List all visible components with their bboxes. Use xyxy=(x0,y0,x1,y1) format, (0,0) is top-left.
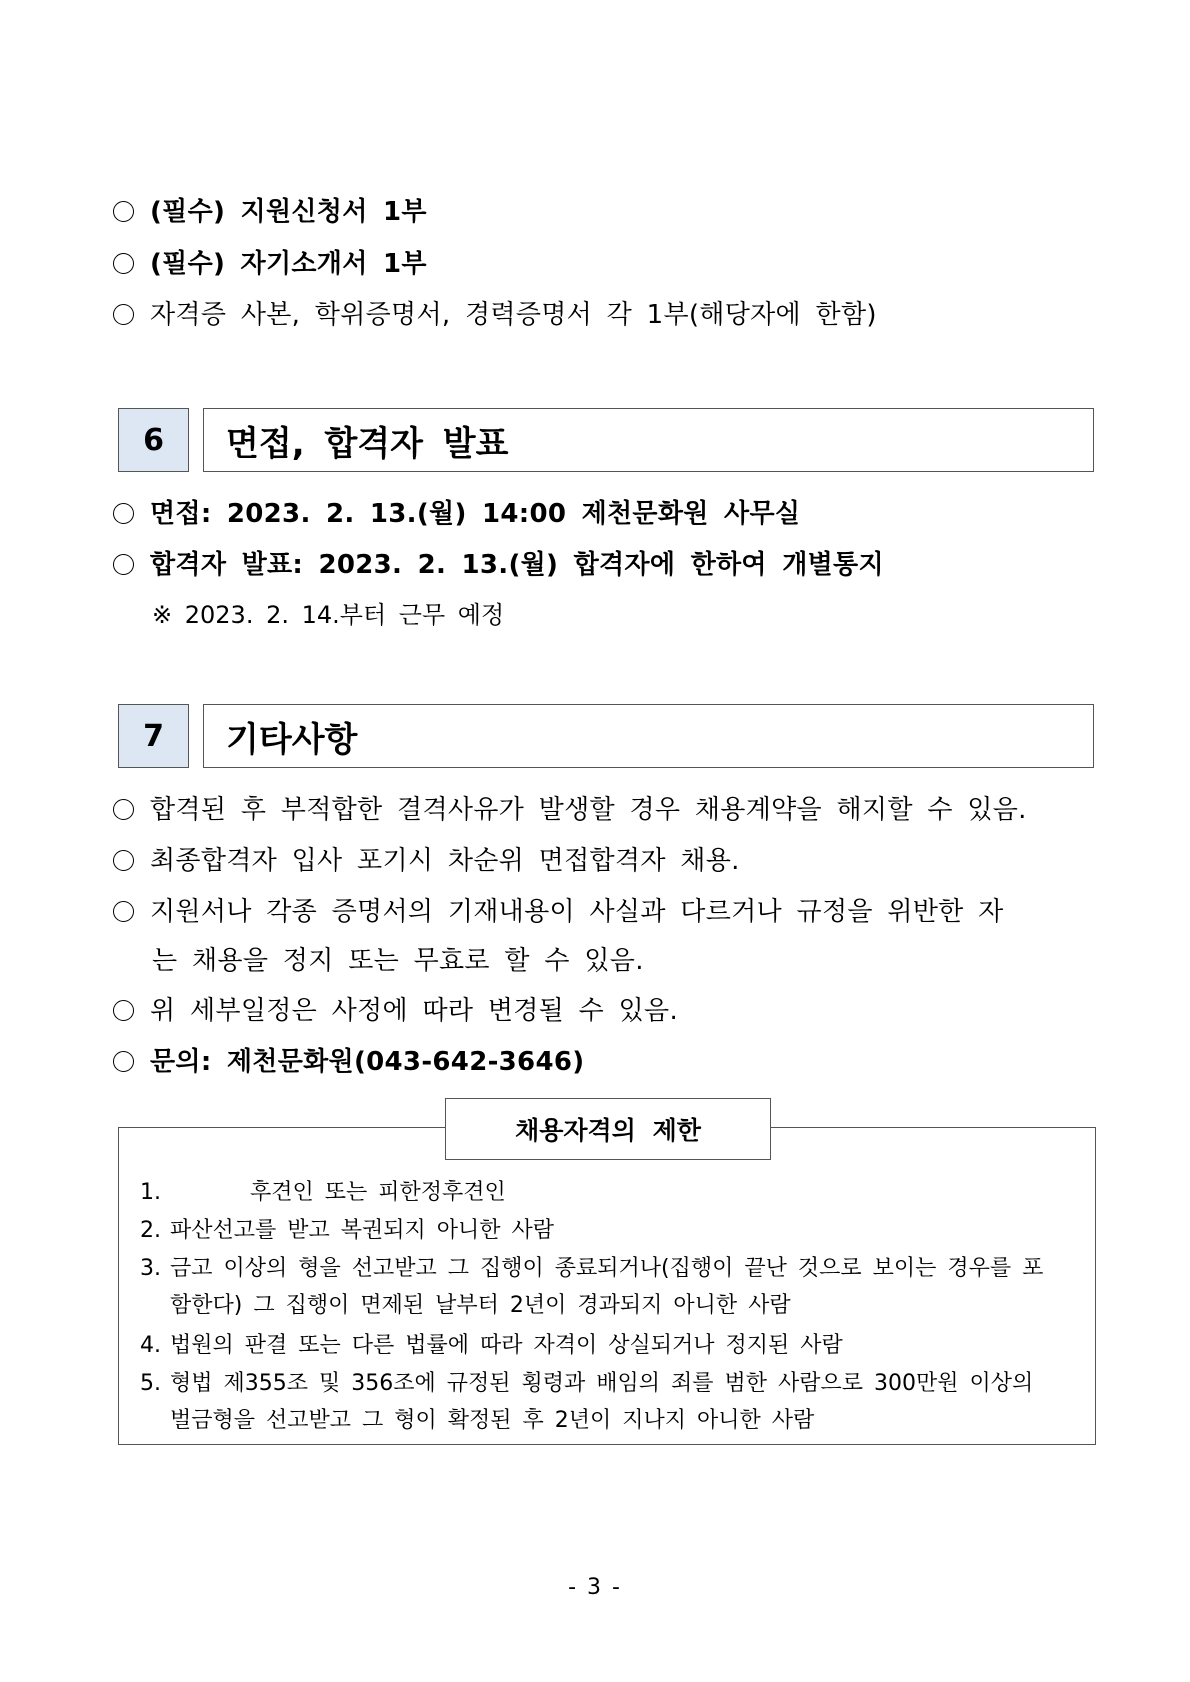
restriction-num-2: 2. xyxy=(140,1218,161,1243)
other-item-4: 위 세부일정은 사정에 따라 변경될 수 있음. xyxy=(113,994,678,1028)
circle-bullet-icon xyxy=(113,554,134,575)
restriction-title: 채용자격의 제한 xyxy=(445,1098,771,1160)
section-6-number: 6 xyxy=(118,408,189,472)
restriction-text-2: 파산선고를 받고 복권되지 아니한 사람 xyxy=(170,1218,555,1243)
other-item-2: 최종합격자 입사 포기시 차순위 면접합격자 채용. xyxy=(113,844,740,878)
doc-item-certificates: 자격증 사본, 학위증명서, 경력증명서 각 1부(해당자에 한함) xyxy=(113,298,877,332)
circle-bullet-icon xyxy=(113,850,134,871)
circle-bullet-icon xyxy=(113,1051,134,1072)
restriction-num-1: 1. xyxy=(140,1180,161,1205)
section-7-number: 7 xyxy=(118,704,189,768)
circle-bullet-icon xyxy=(113,799,134,820)
restriction-num-5: 5. xyxy=(140,1371,161,1396)
circle-bullet-icon xyxy=(113,304,134,325)
circle-bullet-icon xyxy=(113,253,134,274)
announcement-item: 합격자 발표: 2023. 2. 13.(월) 합격자에 한하여 개별통지 xyxy=(113,548,884,582)
section-6-title: 면접, 합격자 발표 xyxy=(203,408,1094,472)
restriction-text-1: 후견인 또는 피한정후견인 xyxy=(250,1180,506,1205)
circle-bullet-icon xyxy=(113,1000,134,1021)
interview-item: 면접: 2023. 2. 13.(월) 14:00 제천문화원 사무실 xyxy=(113,497,800,531)
restriction-text-5-continued: 벌금형을 선고받고 그 형이 확정된 후 2년이 지나지 아니한 사람 xyxy=(170,1408,815,1433)
circle-bullet-icon xyxy=(113,503,134,524)
restriction-num-4: 4. xyxy=(140,1333,161,1358)
restriction-text-3: 금고 이상의 형을 선고받고 그 집행이 종료되거나(집행이 끝난 것으로 보이는 경우를 포 xyxy=(170,1256,1044,1281)
restriction-text-5: 형법 제355조 및 356조에 규정된 횡령과 배임의 죄를 범한 사람으로 300만원 이상의 xyxy=(170,1371,1034,1396)
start-date-note: ※ 2023. 2. 14.부터 근무 예정 xyxy=(152,601,505,629)
contact-item: 문의: 제천문화원(043-642-3646) xyxy=(113,1045,584,1079)
restriction-text-3-continued: 함한다) 그 집행이 면제된 날부터 2년이 경과되지 아니한 사람 xyxy=(170,1293,791,1318)
restriction-text-4: 법원의 판결 또는 다른 법률에 따라 자격이 상실되거나 정지된 사람 xyxy=(170,1333,843,1358)
restriction-num-3: 3. xyxy=(140,1256,161,1281)
doc-item-application: (필수) 지원신청서 1부 xyxy=(113,195,427,229)
page-number: - 3 - xyxy=(568,1575,622,1600)
other-item-1: 합격된 후 부적합한 결격사유가 발생할 경우 채용계약을 해지할 수 있음. xyxy=(113,793,1027,827)
doc-item-self-intro: (필수) 자기소개서 1부 xyxy=(113,247,427,281)
circle-bullet-icon xyxy=(113,901,134,922)
other-item-3: 지원서나 각종 증명서의 기재내용이 사실과 다르거나 규정을 위반한 자 xyxy=(113,895,1004,929)
circle-bullet-icon xyxy=(113,201,134,222)
section-7-title: 기타사항 xyxy=(203,704,1094,768)
other-item-3-continued: 는 채용을 정지 또는 무효로 할 수 있음. xyxy=(152,946,644,976)
